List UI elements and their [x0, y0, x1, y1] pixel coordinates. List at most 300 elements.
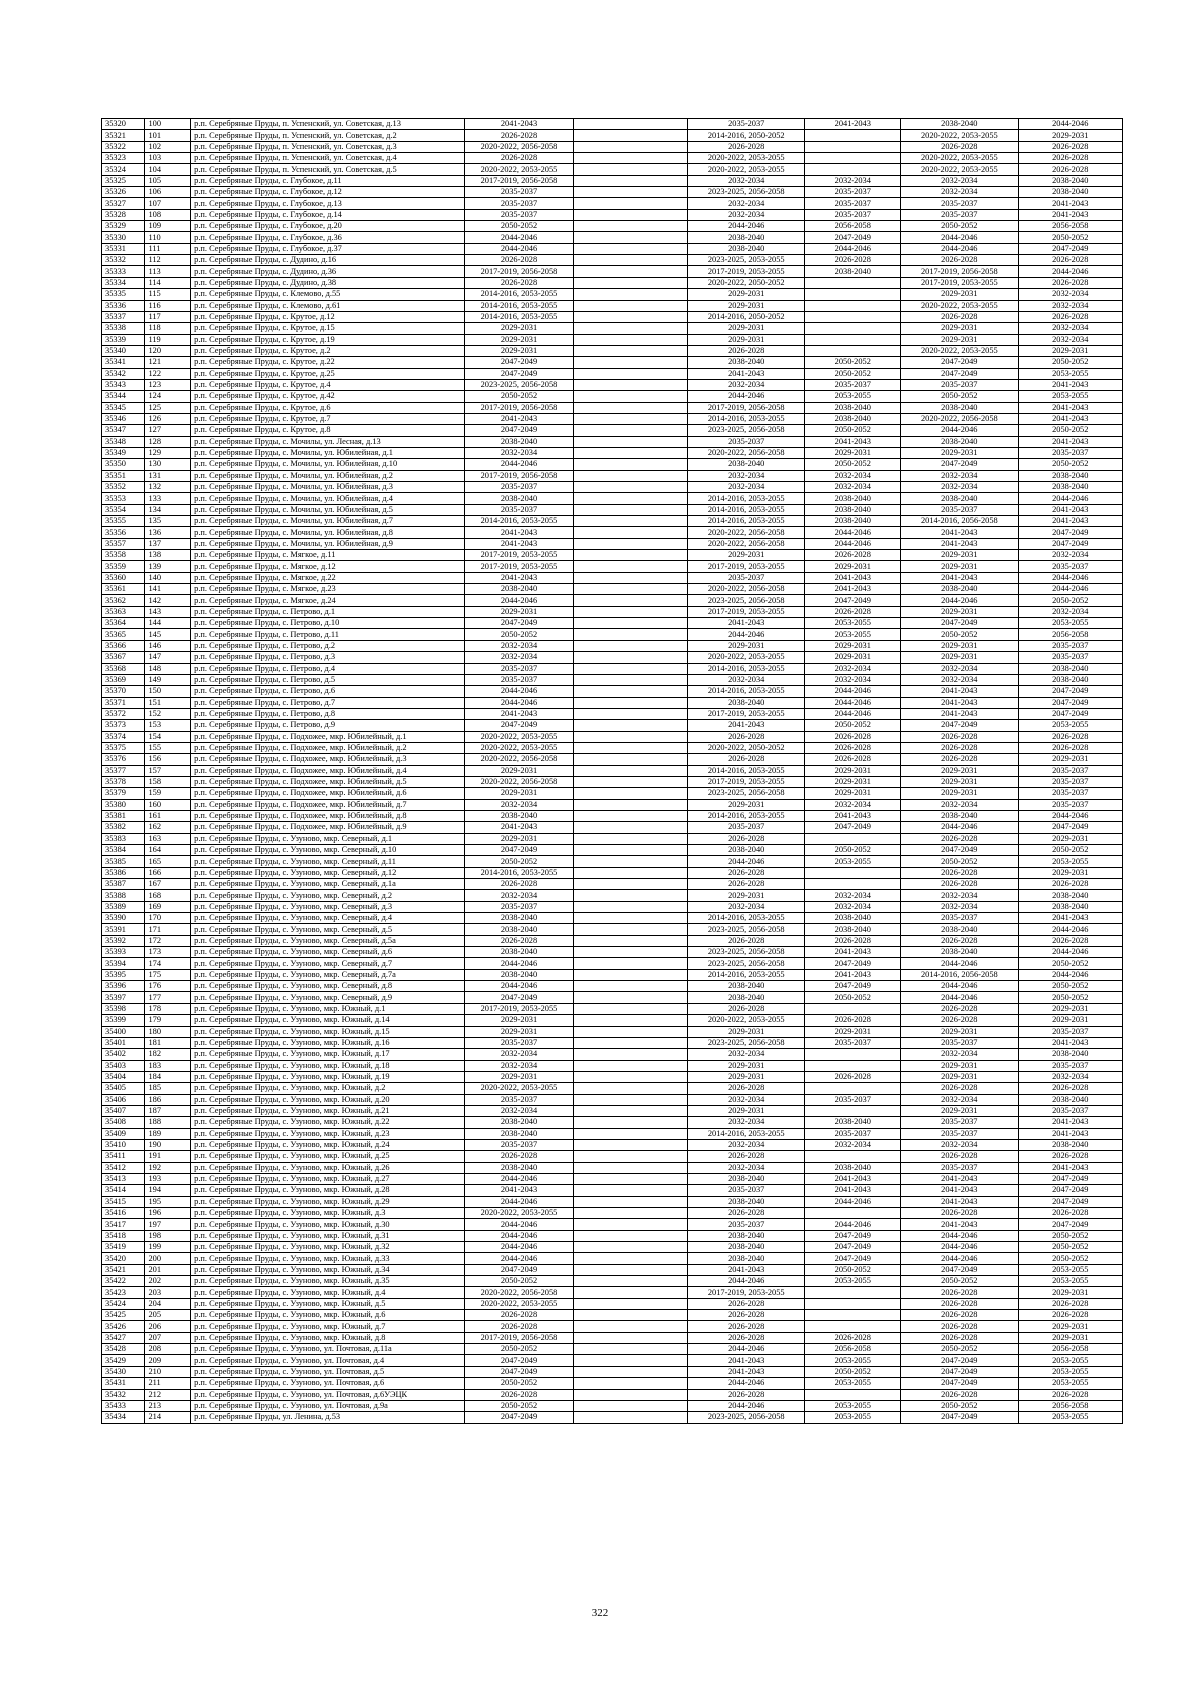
table-row — [102, 130, 1123, 141]
period-4-cell: 2026-2028 — [805, 1071, 901, 1082]
period-2-cell — [573, 969, 687, 980]
period-6-cell: 2050-2052 — [1018, 981, 1122, 992]
row-number-cell: 109 — [145, 221, 191, 232]
row-id-cell: 35423 — [102, 1287, 145, 1298]
row-number-cell: 156 — [145, 754, 191, 765]
address-cell: р.п. Серебряные Пруды, с. Узуново, мкр. Северный, д.5а — [191, 935, 465, 946]
period-4-cell: 2038-2040 — [805, 493, 901, 504]
period-3-cell: 2032-2034 — [688, 198, 805, 209]
period-6-cell: 2047-2049 — [1018, 697, 1122, 708]
row-id-cell: 35406 — [102, 1094, 145, 1105]
row-id-cell: 35422 — [102, 1276, 145, 1287]
table-row — [102, 1083, 1123, 1094]
row-number-cell: 179 — [145, 1015, 191, 1026]
period-1-cell: 2038-2040 — [465, 436, 574, 447]
table-row — [102, 1060, 1123, 1071]
period-2-cell — [573, 266, 687, 277]
table-row — [102, 663, 1123, 674]
period-6-cell: 2044-2046 — [1018, 584, 1122, 595]
period-2-cell — [573, 1253, 687, 1264]
row-id-cell: 35369 — [102, 674, 145, 685]
row-id-cell: 35334 — [102, 277, 145, 288]
period-1-cell: 2035-2037 — [465, 1139, 574, 1150]
table-row — [102, 720, 1123, 731]
period-4-cell — [805, 153, 901, 164]
period-2-cell — [573, 482, 687, 493]
row-number-cell: 207 — [145, 1332, 191, 1343]
period-2-cell — [573, 1400, 687, 1411]
table-row — [102, 833, 1123, 844]
period-4-cell: 2044-2046 — [805, 686, 901, 697]
row-number-cell: 180 — [145, 1026, 191, 1037]
period-3-cell: 2014-2016, 2053-2055 — [688, 686, 805, 697]
period-2-cell — [573, 731, 687, 742]
row-id-cell: 35363 — [102, 606, 145, 617]
period-2-cell — [573, 765, 687, 776]
period-4-cell: 2026-2028 — [805, 935, 901, 946]
period-5-cell: 2047-2049 — [901, 720, 1018, 731]
period-4-cell: 2041-2043 — [805, 969, 901, 980]
period-1-cell: 2032-2034 — [465, 447, 574, 458]
table-row — [102, 459, 1123, 470]
period-4-cell: 2041-2043 — [805, 572, 901, 583]
period-5-cell: 2041-2043 — [901, 697, 1018, 708]
table-row — [102, 1378, 1123, 1389]
row-number-cell: 190 — [145, 1139, 191, 1150]
address-cell: р.п. Серебряные Пруды, с. Узуново, ул. Почтовая, д.6 — [191, 1378, 465, 1389]
period-2-cell — [573, 754, 687, 765]
period-3-cell: 2020-2022, 2050-2052 — [688, 277, 805, 288]
period-3-cell: 2038-2040 — [688, 1196, 805, 1207]
period-4-cell: 2044-2046 — [805, 708, 901, 719]
period-2-cell — [573, 1366, 687, 1377]
period-2-cell — [573, 1015, 687, 1026]
period-3-cell: 2035-2037 — [688, 1185, 805, 1196]
row-number-cell: 111 — [145, 243, 191, 254]
period-5-cell: 2020-2022, 2053-2055 — [901, 345, 1018, 356]
period-1-cell: 2014-2016, 2053-2055 — [465, 311, 574, 322]
period-5-cell: 2032-2034 — [901, 482, 1018, 493]
row-number-cell: 174 — [145, 958, 191, 969]
address-cell: р.п. Серебряные Пруды, с. Узуново, мкр. Южный, д.17 — [191, 1049, 465, 1060]
row-id-cell: 35397 — [102, 992, 145, 1003]
period-2-cell — [573, 516, 687, 527]
table-row — [102, 425, 1123, 436]
period-5-cell: 2038-2040 — [901, 924, 1018, 935]
period-6-cell: 2050-2052 — [1018, 845, 1122, 856]
table-row — [102, 629, 1123, 640]
period-6-cell: 2029-2031 — [1018, 345, 1122, 356]
period-1-cell: 2029-2031 — [465, 1015, 574, 1026]
period-3-cell: 2041-2043 — [688, 1264, 805, 1275]
row-id-cell: 35418 — [102, 1230, 145, 1241]
period-2-cell — [573, 1151, 687, 1162]
period-2-cell — [573, 1208, 687, 1219]
period-3-cell: 2023-2025, 2056-2058 — [688, 947, 805, 958]
address-cell: р.п. Серебряные Пруды, с. Узуново, мкр. Южный, д.7 — [191, 1321, 465, 1332]
period-2-cell — [573, 1321, 687, 1332]
address-cell: р.п. Серебряные Пруды, с. Подхожее, мкр. Юбилейный, д.2 — [191, 742, 465, 753]
period-6-cell: 2035-2037 — [1018, 561, 1122, 572]
row-id-cell: 35402 — [102, 1049, 145, 1060]
period-2-cell — [573, 130, 687, 141]
row-number-cell: 186 — [145, 1094, 191, 1105]
period-6-cell: 2044-2046 — [1018, 119, 1122, 130]
table-row — [102, 618, 1123, 629]
row-id-cell: 35362 — [102, 595, 145, 606]
period-1-cell: 2044-2046 — [465, 958, 574, 969]
period-1-cell: 2047-2049 — [465, 618, 574, 629]
period-4-cell — [805, 1287, 901, 1298]
period-1-cell: 2017-2019, 2056-2058 — [465, 175, 574, 186]
row-id-cell: 35380 — [102, 799, 145, 810]
period-5-cell: 2029-2031 — [901, 606, 1018, 617]
table-row — [102, 153, 1123, 164]
row-id-cell: 35383 — [102, 833, 145, 844]
row-number-cell: 130 — [145, 459, 191, 470]
table-row — [102, 1003, 1123, 1014]
period-5-cell: 2050-2052 — [901, 1400, 1018, 1411]
row-id-cell: 35329 — [102, 221, 145, 232]
address-cell: р.п. Серебряные Пруды, с. Узуново, мкр. Северный, д.5 — [191, 924, 465, 935]
period-2-cell — [573, 1185, 687, 1196]
period-3-cell: 2029-2031 — [688, 550, 805, 561]
period-2-cell — [573, 1128, 687, 1139]
period-5-cell: 2026-2028 — [901, 833, 1018, 844]
period-5-cell: 2032-2034 — [901, 663, 1018, 674]
period-6-cell: 2050-2052 — [1018, 1230, 1122, 1241]
table-row — [102, 992, 1123, 1003]
period-3-cell: 2038-2040 — [688, 459, 805, 470]
period-2-cell — [573, 1378, 687, 1389]
period-5-cell: 2044-2046 — [901, 1230, 1018, 1241]
period-1-cell: 2044-2046 — [465, 686, 574, 697]
address-cell: р.п. Серебряные Пруды, с. Мочилы, ул. Юбилейная, д.3 — [191, 482, 465, 493]
period-2-cell — [573, 1162, 687, 1173]
period-1-cell: 2017-2019, 2053-2055 — [465, 561, 574, 572]
period-3-cell: 2041-2043 — [688, 1355, 805, 1366]
period-1-cell: 2050-2052 — [465, 856, 574, 867]
address-cell: р.п. Серебряные Пруды, п. Успенский, ул. Советская, д.2 — [191, 130, 465, 141]
period-2-cell — [573, 470, 687, 481]
period-3-cell: 2026-2028 — [688, 1321, 805, 1332]
period-1-cell: 2044-2046 — [465, 232, 574, 243]
period-4-cell: 2038-2040 — [805, 924, 901, 935]
period-4-cell: 2032-2034 — [805, 890, 901, 901]
period-5-cell: 2029-2031 — [901, 289, 1018, 300]
period-5-cell: 2026-2028 — [901, 141, 1018, 152]
period-3-cell: 2023-2025, 2056-2058 — [688, 924, 805, 935]
period-5-cell: 2035-2037 — [901, 379, 1018, 390]
period-6-cell: 2026-2028 — [1018, 255, 1122, 266]
period-3-cell: 2041-2043 — [688, 720, 805, 731]
address-cell: р.п. Серебряные Пруды, с. Узуново, мкр. Южный, д.18 — [191, 1060, 465, 1071]
period-2-cell — [573, 413, 687, 424]
period-6-cell: 2053-2055 — [1018, 1378, 1122, 1389]
page-number: 322 — [591, 1607, 609, 1619]
period-2-cell — [573, 708, 687, 719]
period-5-cell: 2044-2046 — [901, 243, 1018, 254]
period-3-cell: 2020-2022, 2053-2055 — [688, 153, 805, 164]
period-5-cell: 2041-2043 — [901, 538, 1018, 549]
table-row — [102, 731, 1123, 742]
period-1-cell: 2038-2040 — [465, 810, 574, 821]
period-2-cell — [573, 584, 687, 595]
table-row — [102, 606, 1123, 617]
row-id-cell: 35357 — [102, 538, 145, 549]
period-3-cell: 2020-2022, 2053-2055 — [688, 1015, 805, 1026]
period-4-cell: 2026-2028 — [805, 1332, 901, 1343]
table-body — [102, 119, 1123, 1424]
period-5-cell: 2041-2043 — [901, 686, 1018, 697]
period-4-cell: 2038-2040 — [805, 913, 901, 924]
period-5-cell: 2020-2022, 2053-2055 — [901, 130, 1018, 141]
period-2-cell — [573, 595, 687, 606]
period-4-cell: 2041-2043 — [805, 1173, 901, 1184]
period-2-cell — [573, 311, 687, 322]
period-6-cell: 2050-2052 — [1018, 232, 1122, 243]
period-1-cell: 2017-2019, 2056-2058 — [465, 1332, 574, 1343]
row-id-cell: 35392 — [102, 935, 145, 946]
row-number-cell: 115 — [145, 289, 191, 300]
period-2-cell — [573, 1105, 687, 1116]
row-number-cell: 194 — [145, 1185, 191, 1196]
period-3-cell: 2032-2034 — [688, 674, 805, 685]
period-1-cell: 2041-2043 — [465, 822, 574, 833]
period-3-cell: 2035-2037 — [688, 119, 805, 130]
period-2-cell — [573, 1276, 687, 1287]
period-6-cell: 2026-2028 — [1018, 277, 1122, 288]
period-4-cell: 2050-2052 — [805, 357, 901, 368]
period-4-cell: 2032-2034 — [805, 674, 901, 685]
period-4-cell — [805, 345, 901, 356]
table-row — [102, 1151, 1123, 1162]
row-number-cell: 202 — [145, 1276, 191, 1287]
period-3-cell: 2044-2046 — [688, 391, 805, 402]
period-5-cell: 2026-2028 — [901, 1298, 1018, 1309]
period-5-cell: 2029-2031 — [901, 776, 1018, 787]
period-5-cell: 2041-2043 — [901, 708, 1018, 719]
period-1-cell: 2020-2022, 2053-2055 — [465, 164, 574, 175]
period-5-cell: 2035-2037 — [901, 913, 1018, 924]
row-id-cell: 35352 — [102, 482, 145, 493]
row-id-cell: 35326 — [102, 187, 145, 198]
period-5-cell: 2044-2046 — [901, 425, 1018, 436]
table-row — [102, 243, 1123, 254]
address-cell: р.п. Серебряные Пруды, ул. Ленина, д.53 — [191, 1412, 465, 1423]
period-3-cell: 2014-2016, 2053-2055 — [688, 913, 805, 924]
period-1-cell: 2032-2034 — [465, 652, 574, 663]
address-cell: р.п. Серебряные Пруды, с. Узуново, мкр. Южный, д.3 — [191, 1208, 465, 1219]
period-1-cell: 2041-2043 — [465, 413, 574, 424]
period-5-cell: 2044-2046 — [901, 981, 1018, 992]
table-row — [102, 1094, 1123, 1105]
period-6-cell: 2041-2043 — [1018, 1162, 1122, 1173]
period-4-cell: 2029-2031 — [805, 447, 901, 458]
period-5-cell: 2041-2043 — [901, 1219, 1018, 1230]
period-2-cell — [573, 289, 687, 300]
period-5-cell: 2047-2049 — [901, 459, 1018, 470]
period-3-cell: 2029-2031 — [688, 300, 805, 311]
row-number-cell: 107 — [145, 198, 191, 209]
address-cell: р.п. Серебряные Пруды, с. Мягкое, д.24 — [191, 595, 465, 606]
period-2-cell — [573, 720, 687, 731]
period-5-cell: 2032-2034 — [901, 187, 1018, 198]
period-1-cell: 2029-2031 — [465, 345, 574, 356]
period-5-cell: 2044-2046 — [901, 822, 1018, 833]
period-1-cell: 2017-2019, 2056-2058 — [465, 266, 574, 277]
row-number-cell: 129 — [145, 447, 191, 458]
period-1-cell: 2038-2040 — [465, 1128, 574, 1139]
period-3-cell: 2035-2037 — [688, 822, 805, 833]
period-1-cell: 2026-2028 — [465, 1321, 574, 1332]
row-id-cell: 35424 — [102, 1298, 145, 1309]
row-id-cell: 35373 — [102, 720, 145, 731]
period-5-cell: 2026-2028 — [901, 1287, 1018, 1298]
table-row — [102, 856, 1123, 867]
period-3-cell: 2026-2028 — [688, 731, 805, 742]
row-id-cell: 35360 — [102, 572, 145, 583]
period-6-cell: 2038-2040 — [1018, 674, 1122, 685]
period-5-cell: 2020-2022, 2053-2055 — [901, 153, 1018, 164]
table-row — [102, 810, 1123, 821]
period-2-cell — [573, 799, 687, 810]
row-number-cell: 137 — [145, 538, 191, 549]
period-2-cell — [573, 527, 687, 538]
table-row — [102, 391, 1123, 402]
address-cell: р.п. Серебряные Пруды, с. Крутое, д.22 — [191, 357, 465, 368]
period-1-cell: 2020-2022, 2053-2055 — [465, 1208, 574, 1219]
period-1-cell: 2026-2028 — [465, 277, 574, 288]
period-4-cell — [805, 300, 901, 311]
period-2-cell — [573, 845, 687, 856]
period-2-cell — [573, 1242, 687, 1253]
period-6-cell: 2032-2034 — [1018, 289, 1122, 300]
period-6-cell: 2044-2046 — [1018, 493, 1122, 504]
period-3-cell: 2026-2028 — [688, 935, 805, 946]
row-number-cell: 170 — [145, 913, 191, 924]
period-5-cell: 2026-2028 — [901, 742, 1018, 753]
period-1-cell: 2020-2022, 2053-2055 — [465, 1083, 574, 1094]
period-3-cell: 2038-2040 — [688, 232, 805, 243]
address-cell: р.п. Серебряные Пруды, с. Узуново, мкр. Северный, д.1а — [191, 879, 465, 890]
period-5-cell: 2032-2034 — [901, 890, 1018, 901]
period-1-cell: 2038-2040 — [465, 493, 574, 504]
period-4-cell: 2032-2034 — [805, 482, 901, 493]
period-2-cell — [573, 277, 687, 288]
period-4-cell: 2038-2040 — [805, 1117, 901, 1128]
period-1-cell: 2014-2016, 2053-2055 — [465, 289, 574, 300]
table-row — [102, 232, 1123, 243]
period-4-cell: 2029-2031 — [805, 561, 901, 572]
period-5-cell: 2026-2028 — [901, 731, 1018, 742]
period-5-cell: 2044-2046 — [901, 958, 1018, 969]
table-row — [102, 697, 1123, 708]
period-5-cell: 2029-2031 — [901, 323, 1018, 334]
address-cell: р.п. Серебряные Пруды, с. Узуново, ул. Почтовая, д.11а — [191, 1344, 465, 1355]
row-number-cell: 150 — [145, 686, 191, 697]
period-2-cell — [573, 1083, 687, 1094]
row-number-cell: 167 — [145, 879, 191, 890]
row-number-cell: 135 — [145, 516, 191, 527]
address-cell: р.п. Серебряные Пруды, с. Мягкое, д.23 — [191, 584, 465, 595]
period-1-cell: 2038-2040 — [465, 1162, 574, 1173]
table-row — [102, 323, 1123, 334]
period-3-cell: 2044-2046 — [688, 856, 805, 867]
period-1-cell: 2026-2028 — [465, 130, 574, 141]
period-4-cell — [805, 164, 901, 175]
period-5-cell: 2029-2031 — [901, 1060, 1018, 1071]
period-4-cell — [805, 1298, 901, 1309]
address-cell: р.п. Серебряные Пруды, с. Дудино, д.36 — [191, 266, 465, 277]
period-4-cell: 2026-2028 — [805, 550, 901, 561]
table-row — [102, 413, 1123, 424]
period-5-cell: 2026-2028 — [901, 1083, 1018, 1094]
row-number-cell: 125 — [145, 402, 191, 413]
period-5-cell: 2050-2052 — [901, 856, 1018, 867]
row-number-cell: 120 — [145, 345, 191, 356]
row-number-cell: 200 — [145, 1253, 191, 1264]
row-id-cell: 35400 — [102, 1026, 145, 1037]
period-5-cell: 2044-2046 — [901, 1253, 1018, 1264]
period-3-cell: 2038-2040 — [688, 1173, 805, 1184]
table-row — [102, 289, 1123, 300]
row-number-cell: 168 — [145, 890, 191, 901]
period-5-cell: 2026-2028 — [901, 754, 1018, 765]
period-6-cell: 2050-2052 — [1018, 595, 1122, 606]
period-1-cell: 2032-2034 — [465, 1105, 574, 1116]
period-6-cell: 2026-2028 — [1018, 1389, 1122, 1400]
period-5-cell: 2041-2043 — [901, 527, 1018, 538]
row-number-cell: 177 — [145, 992, 191, 1003]
period-4-cell — [805, 879, 901, 890]
address-cell: р.п. Серебряные Пруды, с. Узуново, мкр. Северный, д.11 — [191, 856, 465, 867]
period-4-cell: 2038-2040 — [805, 413, 901, 424]
table-row — [102, 334, 1123, 345]
period-4-cell: 2029-2031 — [805, 640, 901, 651]
period-6-cell: 2050-2052 — [1018, 1242, 1122, 1253]
row-id-cell: 35430 — [102, 1366, 145, 1377]
row-id-cell: 35381 — [102, 810, 145, 821]
period-4-cell: 2035-2037 — [805, 1128, 901, 1139]
period-5-cell: 2029-2031 — [901, 1071, 1018, 1082]
address-cell: р.п. Серебряные Пруды, с. Мочилы, ул. Юбилейная, д.4 — [191, 493, 465, 504]
period-1-cell: 2029-2031 — [465, 833, 574, 844]
period-4-cell: 2038-2040 — [805, 504, 901, 515]
row-number-cell: 181 — [145, 1037, 191, 1048]
table-row — [102, 890, 1123, 901]
address-cell: р.п. Серебряные Пруды, с. Узуново, мкр. Северный, д.3 — [191, 901, 465, 912]
period-5-cell: 2038-2040 — [901, 584, 1018, 595]
period-6-cell: 2047-2049 — [1018, 538, 1122, 549]
period-1-cell: 2041-2043 — [465, 572, 574, 583]
address-cell: р.п. Серебряные Пруды, с. Клемово, д.61 — [191, 300, 465, 311]
period-3-cell: 2038-2040 — [688, 243, 805, 254]
period-5-cell: 2026-2028 — [901, 1208, 1018, 1219]
period-1-cell: 2044-2046 — [465, 1219, 574, 1230]
row-number-cell: 133 — [145, 493, 191, 504]
row-number-cell: 198 — [145, 1230, 191, 1241]
row-id-cell: 35398 — [102, 1003, 145, 1014]
row-id-cell: 35354 — [102, 504, 145, 515]
period-3-cell: 2023-2025, 2056-2058 — [688, 788, 805, 799]
row-id-cell: 35409 — [102, 1128, 145, 1139]
row-number-cell: 213 — [145, 1400, 191, 1411]
period-5-cell: 2020-2022, 2056-2058 — [901, 413, 1018, 424]
row-number-cell: 176 — [145, 981, 191, 992]
period-2-cell — [573, 504, 687, 515]
table-row — [102, 845, 1123, 856]
